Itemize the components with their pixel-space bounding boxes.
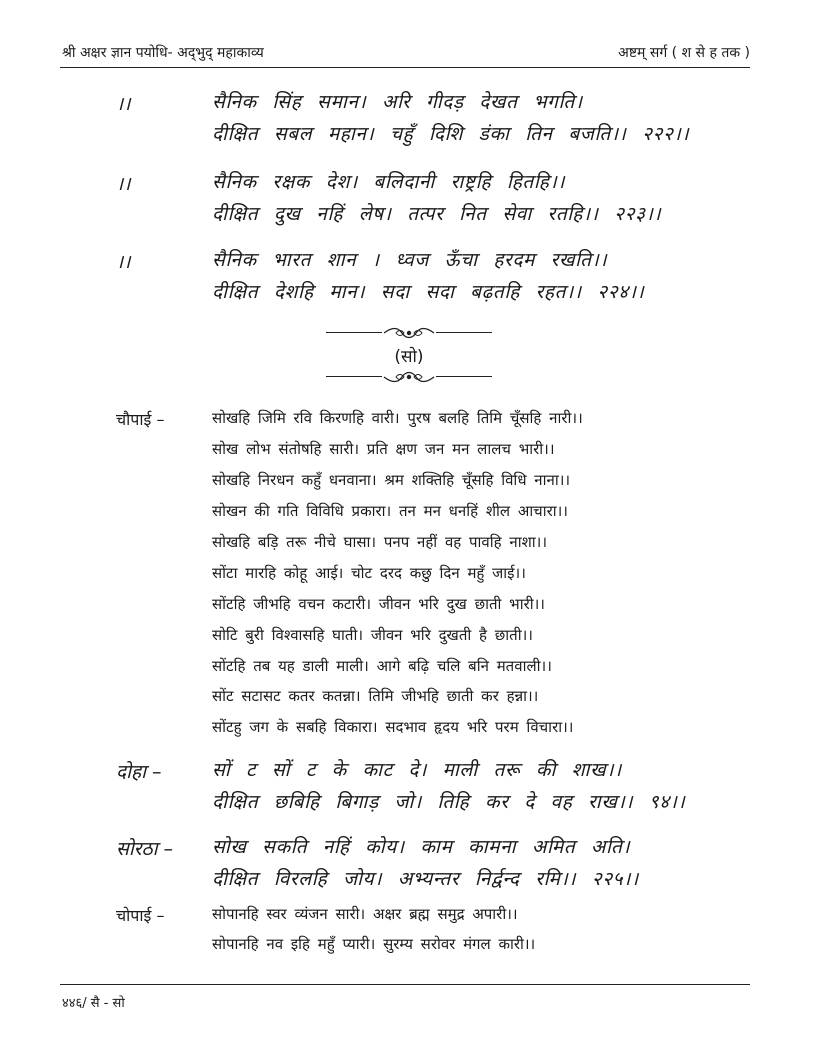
chaupai-line: सोटि बुरी विश्वासहि घाती। जीवन भरि दुखती है छाती।।: [212, 626, 533, 644]
chaupai-line: सोंटहु जग के सबहि विकारा। सदभाव हृदय भरि परम विचारा।।: [212, 718, 574, 736]
chaupai-line: सोख लोभ संतोषहि सारी। प्रति क्षण जन मन लालच भारी।।: [212, 440, 555, 458]
header-rule: [60, 67, 750, 68]
verse-224-marker: ।।: [116, 251, 131, 273]
chaupai-line: सोंटहि तब यह डाली माली। आगे बढ़ि चलि बनि मतवाली।।: [212, 657, 552, 675]
chaupai-line: सोखहि जिमि रवि किरणहि वारी। पुरष बलहि तिमि चूँसहि नारी।।: [212, 409, 583, 427]
page-footer: ४४६/ सै - सो: [62, 996, 125, 1011]
chaupai-line: सोखहि बड़ि तरू नीचे घासा। पनप नहीं वह पावहि नाशा।।: [212, 533, 548, 551]
sortha-line1: सोख सकति नहिं कोय। काम कामना अमित अति।: [212, 836, 631, 858]
verse-223-line2: दीक्षित दुख नहिं लेष। तत्पर नित सेवा रतहि।। २२३।।: [212, 203, 662, 225]
chaupai-line: सोंटा मारहि कोहू आई। चोट दरद कछु दिन महुँ जाई।।: [212, 564, 526, 582]
verse-224-line1: सैनिक भारत शान । ध्वज ऊँचा हरदम रखति।।: [212, 249, 608, 271]
sortha-label: सोरठा –: [116, 838, 174, 860]
chaupai-line: सोंट सटासट कतर कतन्ना। तिमि जीभहि छाती कर हन्ना।।: [212, 687, 539, 705]
flourish-ornament-icon: [382, 326, 436, 340]
doha-line1: सों ट सों ट के काट दे। माली तरू की शाख।।: [212, 759, 622, 781]
verse-223-marker: ।।: [116, 173, 131, 195]
footer-rule: [60, 984, 750, 985]
chaupai-line: सोखहि निरधन कहुँ धनवाना। श्रम शक्तिहि चूँसहि विधि नाना।।: [212, 471, 571, 489]
page-header-left: श्री अक्षर ज्ञान पयोधि- अद्‌भुद्‌ महाकाव्य: [62, 45, 264, 61]
verse-222-line2: दीक्षित सबल महान। चहुँ दिशि डंका तिन बजति।। २२२।।: [212, 123, 690, 145]
doha-label: दोहा –: [116, 761, 162, 783]
verse-222-line1: सैनिक सिंह समान। अरि गीदड़ देखत भगति।: [212, 91, 583, 113]
doha-line2: दीक्षित छबिहि बिगाड़ जो। तिहि कर दे वह राख।। ९४।।: [212, 791, 686, 813]
ornamental-divider-top: [326, 326, 492, 340]
flourish-ornament-icon: [382, 370, 436, 384]
chopai-label: चोपाई –: [116, 906, 165, 925]
ornamental-divider-bottom: [326, 370, 492, 384]
chaupai-line: सोपानहि नव इहि महुँ प्यारी। सुरम्य सरोवर मंगल कारी।।: [212, 935, 536, 953]
chaupai-line: सोंटहि जीभहि वचन कटारी। जीवन भरि दुख छाती भारी।।: [212, 595, 545, 613]
verse-222-marker: ।।: [116, 93, 131, 115]
chaupai-label: चौपाई –: [116, 410, 165, 429]
verse-224-line2: दीक्षित देशहि मान। सदा सदा बढ़तहि रहत।। २२४।।: [212, 281, 645, 303]
sortha-line2: दीक्षित विरलहि जोय। अभ्यन्तर निर्द्वन्द रमि।। २२५।।: [212, 868, 639, 890]
section-title: (सो): [394, 347, 424, 367]
verse-223-line1: सैनिक रक्षक देश। बलिदानी राष्ट्रहि हितहि।।: [212, 171, 566, 193]
chaupai-line: सोपानहि स्वर व्यंजन सारी। अक्षर ब्रह्म समुद्र अपारी।।: [212, 905, 518, 923]
chaupai-line: सोखन की गति विविधि प्रकारा। तन मन धनहिं शील आचारा।।: [212, 502, 568, 520]
page-header-right: अष्टम् सर्ग ( श से ह तक ): [618, 45, 750, 61]
